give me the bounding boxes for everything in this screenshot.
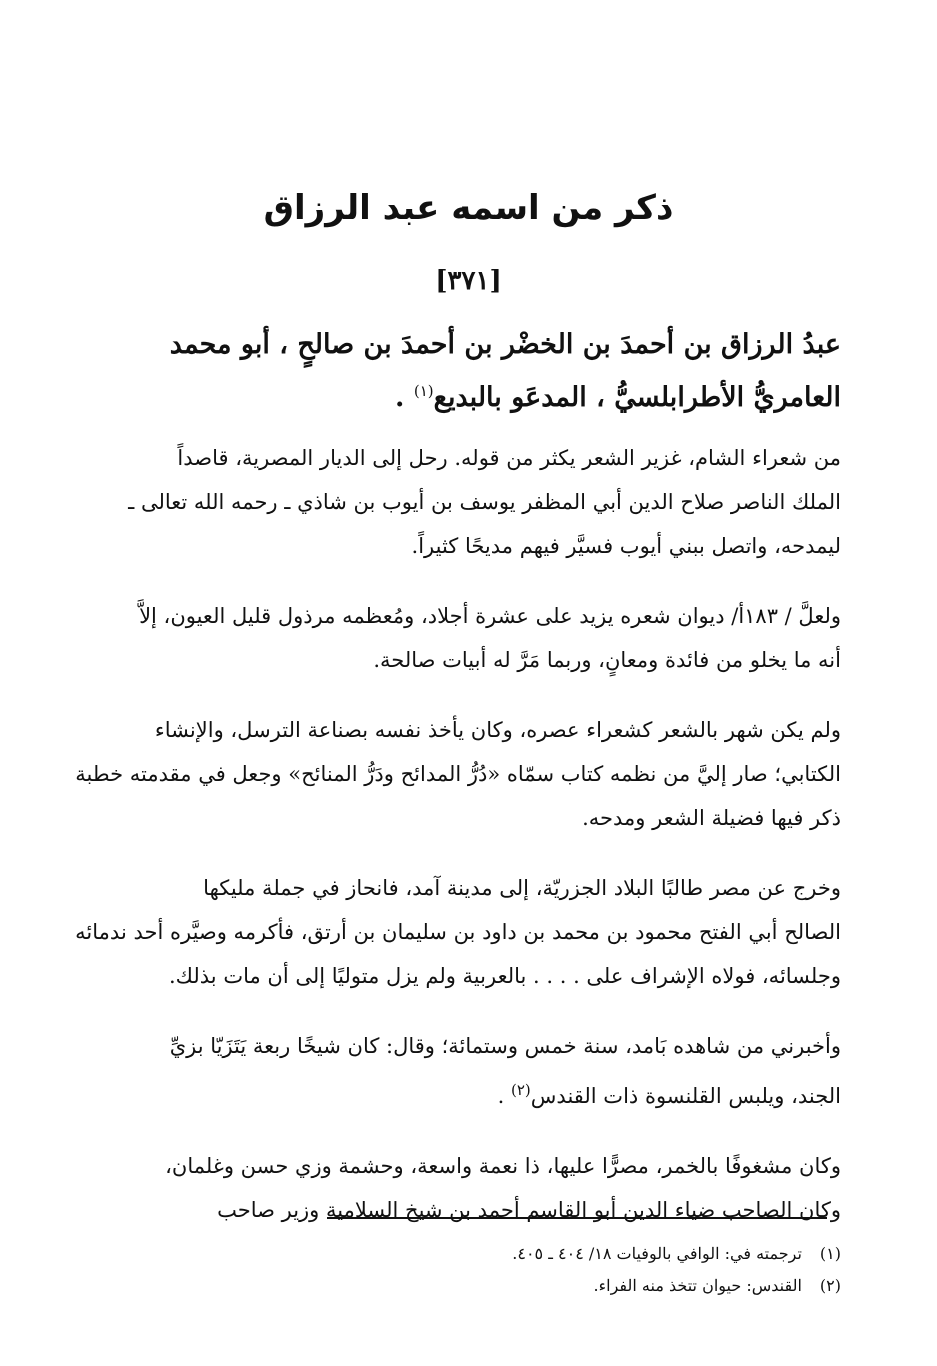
paragraph (75, 866, 841, 998)
text-line: الكتابي؛ صار إليَّ من نظمه كتاب سمّاه «دُرُّ المدائح ودَرُّ المنائح» وجعل في مقدمته خطبة (75, 762, 841, 786)
footnote-number: (٢) (819, 1276, 841, 1295)
text-line (91, 1068, 841, 1118)
text-line: وكان الصاحب ضياء الدين أبو القاسم أحمد بن شيخ السلامية وزير صاحب (217, 1198, 841, 1222)
text-line: أنه ما يخلو من فائدة ومعانٍ، وربما مَرَّ له أبيات صالحة. (373, 648, 841, 672)
heading-line-end: . (395, 382, 414, 413)
heading-line: عبدُ الرزاق بن أحمدَ بن الخضْر بن أحمدَ بن صالحٍ ، أبو محمد (169, 329, 841, 360)
heading-line-text: العامريُّ الأطرابلسيُّ ، المدعَو بالبديع (433, 382, 841, 413)
heading-line (81, 368, 841, 421)
text-line-body: الجند، ويلبس القلنسوة ذات القندس (530, 1084, 841, 1108)
text-line: وخرج عن مصر طالبًا البلاد الجزريّة، إلى مدينة آمد، فانحاز في جملة مليكها (203, 876, 841, 900)
footnote-text: القندس: حيوان تتخذ منه الفراء. (593, 1276, 802, 1295)
text-line: من شعراء الشام، غزير الشعر يكثر من قوله. رحل إلى الديار المصرية، قاصداً (177, 446, 841, 470)
paragraph (75, 708, 841, 840)
text-line: وأخبرني من شاهده بَامد، سنة خمس وستمائة؛ وقال: كان شيخًا ربعة يَتَزَيّا بزيِّ (169, 1034, 841, 1058)
text-line: وجلسائه، فولاه الإشراف على . . . . بالعربية ولم يزل متوليًا إلى أن مات بذلك. (169, 964, 841, 988)
footnote-number: (١) (819, 1244, 841, 1263)
text-line: ذكر فيها فضيلة الشعر ومدحه. (582, 806, 841, 830)
paragraph (91, 594, 841, 682)
paragraph (91, 436, 841, 568)
footnote-text: ترجمته في: الوافي بالوفيات ١٨/ ٤٠٤ ـ ٤٠٥. (512, 1244, 802, 1263)
body-text (75, 436, 841, 1258)
entry-heading (81, 322, 841, 421)
footnotes (141, 1238, 841, 1302)
text-line: ولم يكن شهر بالشعر كشعراء عصره، وكان يأخذ نفسه بصناعة الترسل، والإنشاء (154, 718, 841, 742)
chapter-title: ذكر من اسمه عبد الرزاق (263, 188, 674, 228)
footnote-divider (327, 1217, 827, 1219)
text-line-end: . (497, 1084, 511, 1108)
paragraph (91, 1024, 841, 1118)
footnote-ref: (٢) (511, 1081, 531, 1099)
footnote-ref: (١) (413, 382, 434, 400)
entry-number: [٣٧١] (435, 266, 502, 296)
text-line: الملك الناصر صلاح الدين أبي المظفر يوسف بن أيوب بن شاذي ـ رحمه الله تعالى ـ (128, 490, 841, 514)
text-line: الصالح أبي الفتح محمود بن محمد بن داود بن سليمان بن أرتق، فأكرمه وصيَّره أحد ندمائه (75, 920, 841, 944)
text-line: ليمدحه، واتصل ببني أيوب فسيَّر فيهم مديحًا كثيراً. (411, 534, 841, 558)
footnote (141, 1270, 841, 1302)
text-line: وكان مشغوفًا بالخمر، مصرًّا عليها، ذا نعمة واسعة، وحشمة وزي حسن وغلمان، (165, 1154, 841, 1178)
footnote (141, 1238, 841, 1270)
text-line: ولعلَّ / ١٨٣أ/ ديوان شعره يزيد على عشرة أجلاد، ومُعظمه مرذول قليل العيون، إلاَّ (139, 604, 841, 628)
